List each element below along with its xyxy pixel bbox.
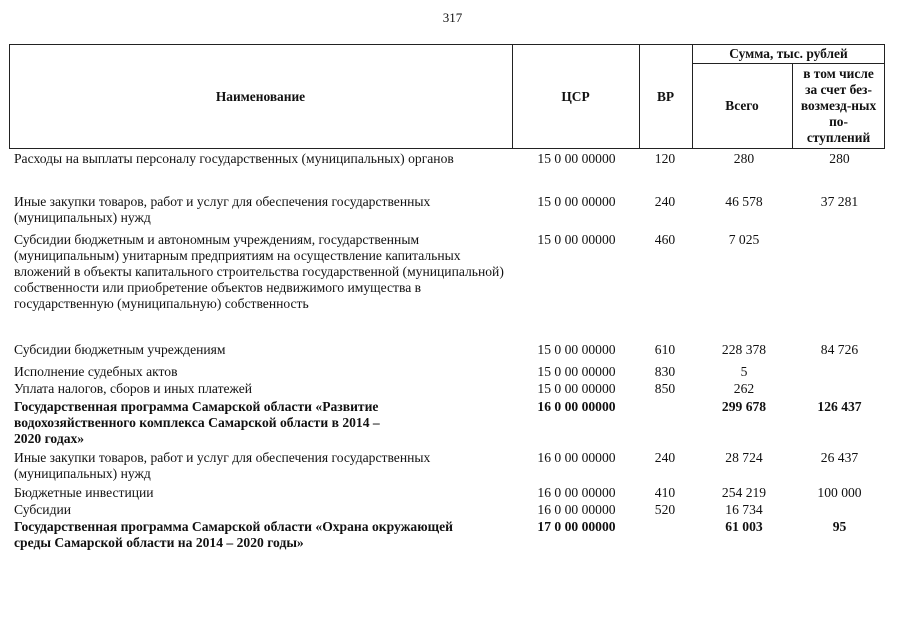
row-name: Бюджетные инвестиции [14, 485, 154, 500]
row-name: Иные закупки товаров, работ и услуг для обеспечения государственных (муниципальных) нужд [14, 450, 431, 481]
row-csr: 15 0 00 00000 [537, 342, 616, 357]
row-name: Уплата налогов, сборов и иных платежей [14, 381, 253, 396]
row-total: 61 003 [725, 519, 763, 534]
header-vr: ВР [656, 88, 675, 104]
row-total: 262 [733, 381, 755, 396]
row-vr: 120 [654, 151, 676, 166]
table-header [9, 44, 885, 149]
row-vr: 240 [654, 194, 676, 209]
row-name: Государственная программа Самарской области «Развитие водохозяйственного комплекса Самарской области в 2014 – 2020 годах» [14, 399, 380, 446]
row-name: Расходы на выплаты персоналу государственных (муниципальных) органов [14, 151, 454, 166]
page-number: 317 [442, 10, 463, 25]
row-vr: 240 [654, 450, 676, 465]
row-total: 228 378 [721, 342, 767, 357]
row-total: 299 678 [721, 399, 767, 414]
row-total: 5 [740, 364, 748, 379]
row-vr: 410 [654, 485, 676, 500]
row-total: 16 734 [725, 502, 763, 517]
row-vr: 520 [654, 502, 676, 517]
row-total: 46 578 [725, 194, 763, 209]
row-vr: 830 [654, 364, 676, 379]
row-csr: 15 0 00 00000 [537, 381, 616, 396]
row-total: 280 [733, 151, 755, 166]
row-name: Субсидии бюджетным и автономным учреждениям, государственным (муниципальным) унитарным предприятиям на осуществление капитальных вложений в объекты капитального строительства государственной (муниципальной) собственности или приобретение объектов недвижимого имущества в государственную (муниципальную) собственность [14, 232, 504, 311]
row-csr: 15 0 00 00000 [537, 194, 616, 209]
row-name: Государственная программа Самарской области «Охрана окружающей среды Самарской области на 2014 – 2020 годы» [14, 519, 453, 550]
row-gratuitous: 95 [832, 519, 847, 534]
row-csr: 17 0 00 00000 [537, 519, 616, 534]
row-gratuitous: 100 000 [817, 485, 862, 500]
row-gratuitous: 126 437 [817, 399, 862, 414]
row-vr: 850 [654, 381, 676, 396]
row-vr: 460 [654, 232, 676, 247]
row-csr: 15 0 00 00000 [537, 151, 616, 166]
row-name: Субсидии [14, 502, 72, 517]
header-name: Наименование [215, 88, 306, 104]
row-csr: 15 0 00 00000 [537, 232, 616, 247]
row-gratuitous: 26 437 [820, 450, 859, 465]
row-csr: 15 0 00 00000 [537, 364, 616, 379]
header-sum: Сумма, тыс. рублей [729, 45, 848, 61]
row-name: Субсидии бюджетным учреждениям [14, 342, 226, 357]
row-csr: 16 0 00 00000 [537, 450, 616, 465]
row-vr: 610 [654, 342, 676, 357]
row-total: 28 724 [725, 450, 763, 465]
row-gratuitous: 37 281 [820, 194, 859, 209]
row-name: Иные закупки товаров, работ и услуг для обеспечения государственных (муниципальных) нужд [14, 194, 431, 225]
row-csr: 16 0 00 00000 [537, 485, 616, 500]
row-total: 254 219 [721, 485, 767, 500]
header-total: Всего [725, 98, 759, 113]
row-gratuitous: 84 726 [820, 342, 859, 357]
row-gratuitous: 280 [829, 151, 850, 166]
row-csr: 16 0 00 00000 [537, 502, 616, 517]
row-csr: 16 0 00 00000 [537, 399, 616, 414]
header-gratuitous: в том числе за счет без-возмезд-ных по-ступлений [800, 66, 877, 145]
header-csr: ЦСР [561, 88, 590, 104]
row-total: 7 025 [728, 232, 760, 247]
row-name: Исполнение судебных актов [14, 364, 178, 379]
